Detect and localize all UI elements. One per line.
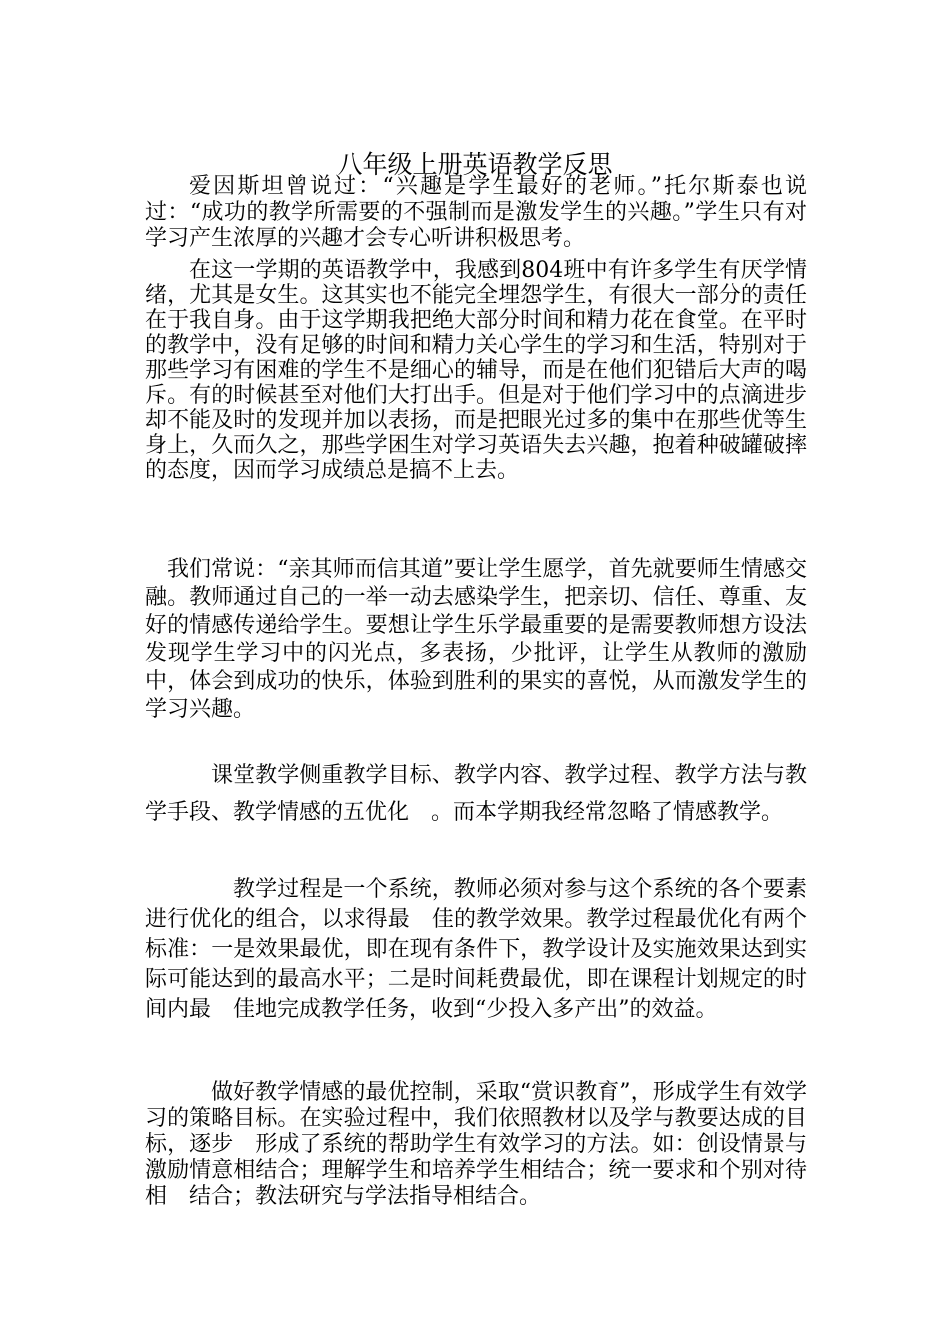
paragraph-interest-quotes: 爱因斯坦曾说过：“兴趣是学生最好的老师。”托尔斯泰也说过：“成功的教学所需要的不强制而是激发学生的兴趣。”学生只有对学习产生浓厚的兴趣才会专心听讲积极思考。 [145,174,807,251]
paragraph-semester-reflection: 在这一学期的英语教学中，我感到804班中有许多学生有厌学情绪，尤其是女生。这其实也不能完全埋怨学生，有很大一部分的责任在于我自身。由于这学期我把绝大部分时间和精力花在食堂。在平时的教学中，没有足够的时间和精力关心学生的学习和生活，特别对于那些学习有困难的学生不是细心的辅导，而是在他们犯错后大声的喝斥。有的时候甚至对他们大打出手。但是对于他们学习中的点滴进步却不能及时的发现并加以表扬，而是把眼光过多的集中在那些优等生身上，久而久之，那些学困生对学习英语失去兴趣，抱着种破罐破摔的态度，因而学习成绩总是搞不上去。 [145,258,807,483]
paragraph-teacher-student-emotion: 我们常说：“亲其师而信其道”要让学生愿学，首先就要师生情感交融。教师通过自己的一举一动去感染学生，把亲切、信任、尊重、友好的情感传递给学生。要想让学生乐学最重要的是需要教师想方设法发现学生学习中的闪光点，多表扬，少批评，让学生从教师的激励中，体会到成功的快乐，体验到胜利的果实的喜悦，从而激发学生的学习兴趣。 [145,557,807,722]
paragraph-emotional-control: 做好教学情感的最优控制，采取“赏识教育”，形成学生有效学习的策略目标。在实验过程中，我们依照教材以及学与教要达成的目标，逐步 形成了系统的帮助学生有效学习的方法。如：创设情景与激励情意相结合；理解学生和培养学生相结合；统一要求和个别对待相 结合；教法研究与学法指导相结合。 [145,1080,807,1209]
document-title: 八年级上册英语教学反思 [337,149,613,179]
paragraph-teaching-process: 教学过程是一个系统，教师必须对参与这个系统的各个要素进行优化的组合，以求得最 佳的教学效果。教学过程最优化有两个标准：一是效果最优，即在现有条件下，教学设计及实施效果达到实际可能达到的最高水平；二是时间耗费最优，即在课程计划规定的时间内最 佳地完成教学任务，收到“少投入多产出”的效益。 [145,877,807,1022]
paragraph-classroom-optimization: 课堂教学侧重教学目标、教学内容、教学过程、教学方法与教学手段、教学情感的五优化 。而本学期我经常忽略了情感教学。 [145,763,807,825]
